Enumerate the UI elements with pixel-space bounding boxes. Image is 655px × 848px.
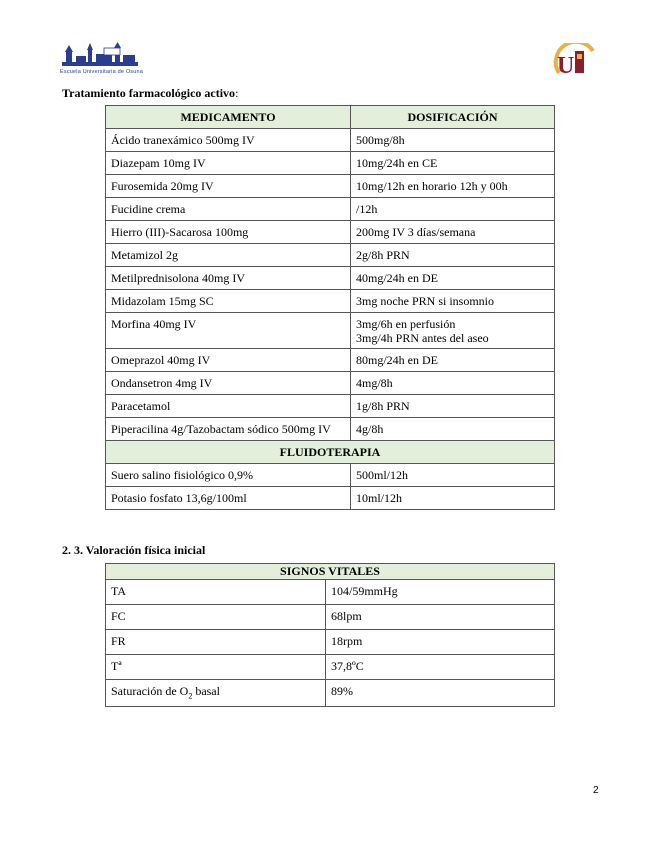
medication-cell: Fucidine crema [106, 198, 351, 221]
table-row [106, 198, 555, 221]
vital-value: 37,8ºC [326, 655, 555, 680]
dosage-cell: 4mg/8h [351, 372, 555, 395]
table-row [106, 244, 555, 267]
medication-cell: Morfina 40mg IV [106, 313, 351, 349]
medication-cell: Ondansetron 4mg IV [106, 372, 351, 395]
medication-table [105, 105, 555, 510]
medication-cell: Hierro (III)-Sacarosa 100mg [106, 221, 351, 244]
vital-value: 89% [326, 680, 555, 707]
table-row [106, 630, 555, 655]
vital-label: FC [106, 605, 326, 630]
treatment-heading: Tratamiento farmacológico activo: [62, 86, 239, 100]
university-seal [553, 43, 599, 79]
column-header-dosage: DOSIFICACIÓN [351, 106, 555, 129]
medication-cell: Metilprednisolona 40mg IV [106, 267, 351, 290]
vital-signs-table [105, 563, 555, 707]
vital-value: 68lpm [326, 605, 555, 630]
dosage-cell: 2g/8h PRN [351, 244, 555, 267]
dosage-cell: 200mg IV 3 días/semana [351, 221, 555, 244]
school-logo-caption: Escuela Universitaria de Osuna [60, 69, 144, 75]
dosage-cell: 10ml/12h [351, 487, 555, 510]
dosage-cell: 500mg/8h [351, 129, 555, 152]
dosage-cell: 10mg/12h en horario 12h y 00h [351, 175, 555, 198]
table-row [106, 372, 555, 395]
vital-label: Tª [106, 655, 326, 680]
table-row [106, 290, 555, 313]
medication-cell: Metamizol 2g [106, 244, 351, 267]
table-row [106, 175, 555, 198]
dosage-line: 3mg/4h PRN antes del aseo [356, 331, 489, 345]
table-row [106, 680, 555, 707]
table-row [106, 221, 555, 244]
table-row [106, 580, 555, 605]
table-row [106, 129, 555, 152]
medication-cell: Potasio fosfato 13,6g/100ml [106, 487, 351, 510]
medication-cell: Diazepam 10mg IV [106, 152, 351, 175]
dosage-cell [351, 313, 555, 349]
vital-value: 18rpm [326, 630, 555, 655]
vital-label: FR [106, 630, 326, 655]
medication-cell: Omeprazol 40mg IV [106, 349, 351, 372]
svg-text:U: U [557, 53, 575, 79]
table-row [106, 464, 555, 487]
medication-cell: Ácido tranexámico 500mg IV [106, 129, 351, 152]
vital-value: 104/59mmHg [326, 580, 555, 605]
table-row [106, 313, 555, 349]
table-row [106, 605, 555, 630]
dosage-cell: 80mg/24h en DE [351, 349, 555, 372]
vital-signs-header: SIGNOS VITALES [106, 564, 555, 580]
table-row [106, 395, 555, 418]
page-number: 2 [593, 785, 599, 796]
medication-cell: Piperacilina 4g/Tazobactam sódico 500mg IV [106, 418, 351, 441]
fluids-section-header: FLUIDOTERAPIA [106, 441, 555, 464]
medication-cell: Furosemida 20mg IV [106, 175, 351, 198]
dosage-cell: 500ml/12h [351, 464, 555, 487]
physical-assessment-heading: 2. 3. Valoración física inicial [62, 543, 206, 557]
table-row [106, 418, 555, 441]
medication-cell: Midazolam 15mg SC [106, 290, 351, 313]
dosage-cell: 3mg noche PRN si insomnio [351, 290, 555, 313]
column-header-medication: MEDICAMENTO [106, 106, 351, 129]
table-row [106, 349, 555, 372]
table-row [106, 152, 555, 175]
medication-cell: Suero salino fisiológico 0,9% [106, 464, 351, 487]
table-row [106, 487, 555, 510]
dosage-cell: 10mg/24h en CE [351, 152, 555, 175]
dosage-line: 3mg/6h en perfusión [356, 317, 456, 331]
dosage-cell: 1g/8h PRN [351, 395, 555, 418]
table-row [106, 267, 555, 290]
dosage-cell: /12h [351, 198, 555, 221]
medication-cell: Paracetamol [106, 395, 351, 418]
table-row [106, 655, 555, 680]
vital-label: Saturación de $O_2$ basal [106, 680, 326, 707]
dosage-cell: 40mg/24h en DE [351, 267, 555, 290]
vital-label: TA [106, 580, 326, 605]
dosage-cell: 4g/8h [351, 418, 555, 441]
